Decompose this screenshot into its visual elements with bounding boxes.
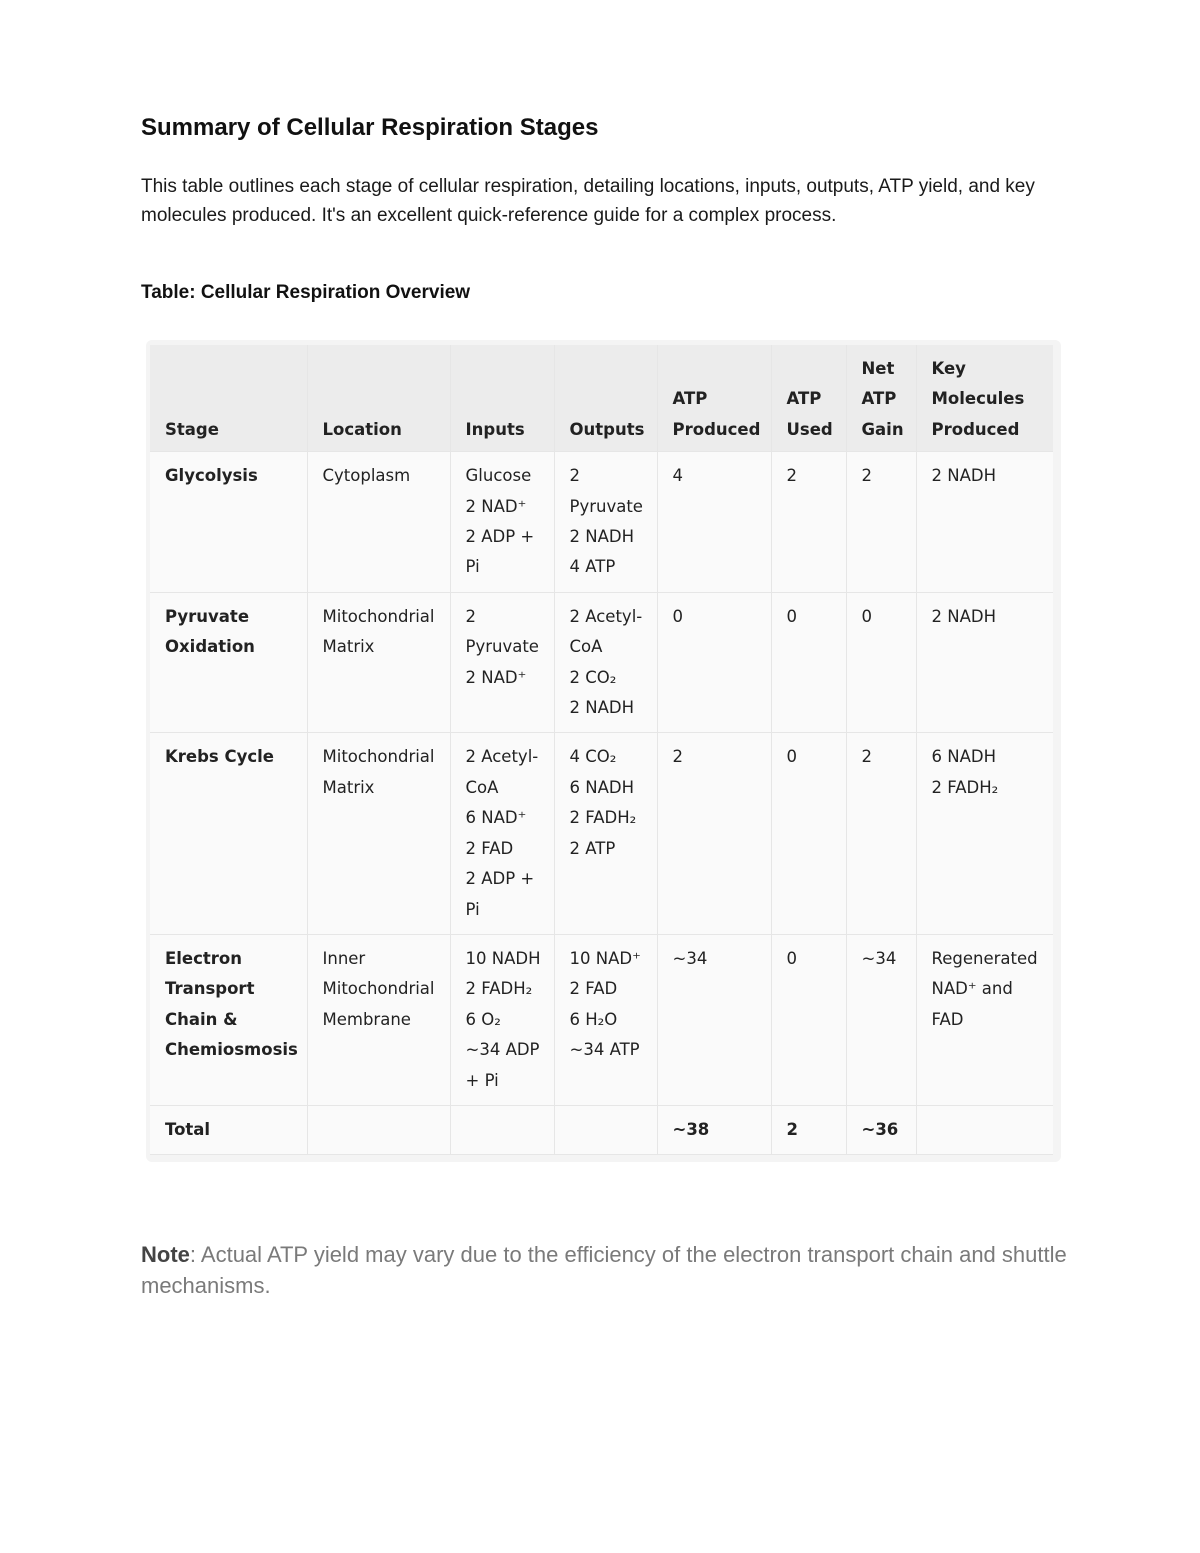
total-atp-used: 2 bbox=[771, 1105, 846, 1154]
table-caption: Table: Cellular Respiration Overview bbox=[141, 282, 471, 303]
cell-net-atp-gain: 2 bbox=[846, 733, 916, 934]
respiration-table bbox=[150, 345, 1053, 1155]
cell-net-atp-gain: 0 bbox=[846, 592, 916, 733]
cell-atp-produced: 4 bbox=[657, 452, 771, 593]
header-key-molecules: Key Molecules Produced bbox=[916, 345, 1053, 452]
cell-outputs: 2 Acetyl-CoA 2 CO₂ 2 NADH bbox=[554, 592, 657, 733]
cell-net-atp-gain: ~34 bbox=[846, 934, 916, 1105]
table-row bbox=[150, 733, 1053, 934]
table-row bbox=[150, 934, 1053, 1105]
note-text: : Actual ATP yield may vary due to the efficiency of the electron transport chain and shuttle mechanisms. bbox=[141, 1242, 1067, 1298]
cell-atp-used: 0 bbox=[771, 733, 846, 934]
cell-key-molecules: 6 NADH 2 FADH₂ bbox=[916, 733, 1053, 934]
header-atp-produced: ATP Produced bbox=[657, 345, 771, 452]
cell-atp-used: 2 bbox=[771, 452, 846, 593]
table-row bbox=[150, 452, 1053, 593]
table-total-row bbox=[150, 1105, 1053, 1154]
table-row bbox=[150, 592, 1053, 733]
cell-atp-used: 0 bbox=[771, 934, 846, 1105]
cell-location: Mitochondrial Matrix bbox=[307, 592, 450, 733]
cell-inputs: 2 Pyruvate 2 NAD⁺ bbox=[450, 592, 554, 733]
cell-key-molecules: Regenerated NAD⁺ and FAD bbox=[916, 934, 1053, 1105]
cell-atp-used: 0 bbox=[771, 592, 846, 733]
note-paragraph bbox=[141, 1239, 1071, 1301]
cell-inputs: 2 Acetyl-CoA 6 NAD⁺ 2 FAD 2 ADP + Pi bbox=[450, 733, 554, 934]
cell-empty bbox=[554, 1105, 657, 1154]
cell-stage: Glycolysis bbox=[150, 452, 307, 593]
cell-stage: Pyruvate Oxidation bbox=[150, 592, 307, 733]
cell-atp-produced: 0 bbox=[657, 592, 771, 733]
table-header-row bbox=[150, 345, 1053, 452]
cell-inputs: Glucose 2 NAD⁺ 2 ADP + Pi bbox=[450, 452, 554, 593]
header-outputs: Outputs bbox=[554, 345, 657, 452]
cell-stage: Electron Transport Chain & Chemiosmosis bbox=[150, 934, 307, 1105]
total-net-atp-gain: ~36 bbox=[846, 1105, 916, 1154]
table-container bbox=[146, 340, 1061, 1162]
cell-outputs: 4 CO₂ 6 NADH 2 FADH₂ 2 ATP bbox=[554, 733, 657, 934]
cell-empty bbox=[307, 1105, 450, 1154]
cell-atp-produced: 2 bbox=[657, 733, 771, 934]
note-label: Note bbox=[141, 1242, 190, 1267]
cell-location: Mitochondrial Matrix bbox=[307, 733, 450, 934]
cell-outputs: 10 NAD⁺ 2 FAD 6 H₂O ~34 ATP bbox=[554, 934, 657, 1105]
cell-empty bbox=[916, 1105, 1053, 1154]
cell-stage: Krebs Cycle bbox=[150, 733, 307, 934]
total-label: Total bbox=[150, 1105, 307, 1154]
cell-location: Inner Mitochondrial Membrane bbox=[307, 934, 450, 1105]
cell-key-molecules: 2 NADH bbox=[916, 452, 1053, 593]
header-stage: Stage bbox=[150, 345, 307, 452]
cell-inputs: 10 NADH 2 FADH₂ 6 O₂ ~34 ADP + Pi bbox=[450, 934, 554, 1105]
cell-outputs: 2 Pyruvate 2 NADH 4 ATP bbox=[554, 452, 657, 593]
header-location: Location bbox=[307, 345, 450, 452]
total-atp-produced: ~38 bbox=[657, 1105, 771, 1154]
cell-location: Cytoplasm bbox=[307, 452, 450, 593]
cell-key-molecules: 2 NADH bbox=[916, 592, 1053, 733]
intro-paragraph: This table outlines each stage of cellular respiration, detailing locations, inputs, outputs, ATP yield, and key molecules produced. It's an excellent quick-reference guide for a complex process. bbox=[141, 176, 1035, 226]
page-title: Summary of Cellular Respiration Stages bbox=[141, 114, 599, 141]
header-atp-used: ATP Used bbox=[771, 345, 846, 452]
cell-atp-produced: ~34 bbox=[657, 934, 771, 1105]
cell-net-atp-gain: 2 bbox=[846, 452, 916, 593]
header-inputs: Inputs bbox=[450, 345, 554, 452]
cell-empty bbox=[450, 1105, 554, 1154]
header-net-atp-gain: Net ATP Gain bbox=[846, 345, 916, 452]
